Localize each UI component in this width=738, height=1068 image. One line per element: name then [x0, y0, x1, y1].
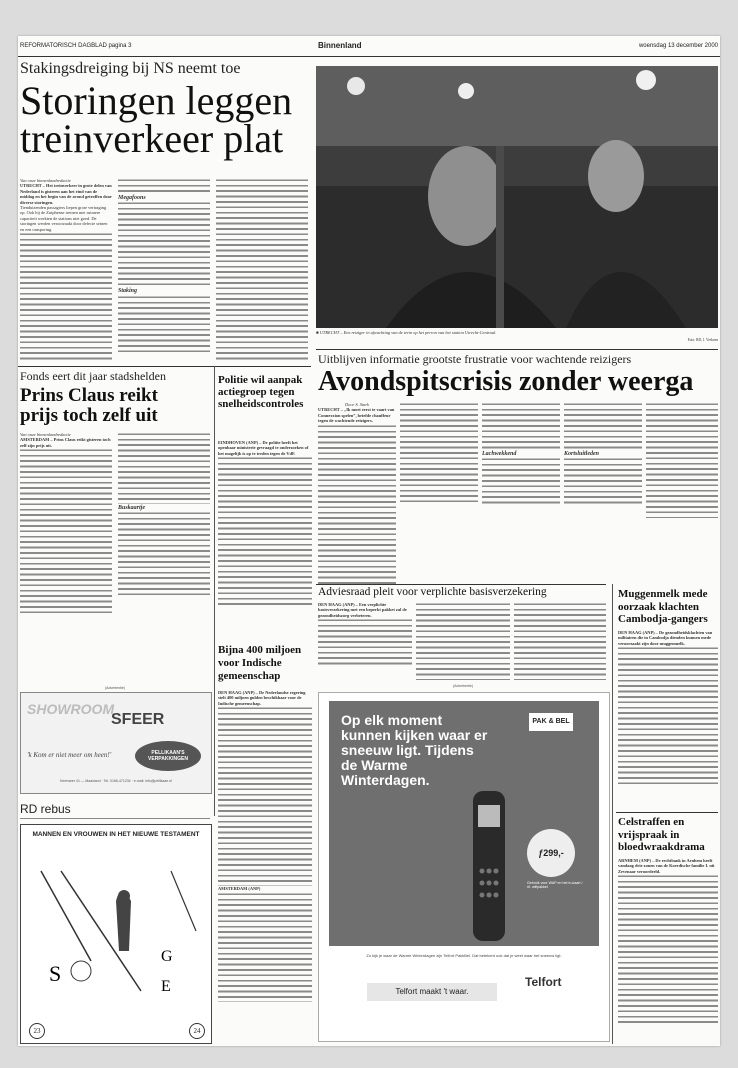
rebus-drawing — [21, 841, 211, 1031]
claus-lead: AMSTERDAM – Prins Claus reikt gisteren toch zelf zijn prijs uit. — [20, 437, 111, 448]
price-badge: ƒ299,- — [527, 829, 575, 877]
pak-bel-logo: PAK & BEL — [529, 713, 573, 731]
showroom-ad[interactable] — [20, 692, 212, 794]
text-lines — [564, 457, 642, 507]
claus-column-1 — [20, 432, 112, 684]
page-header — [18, 36, 720, 57]
rebus-title: MANNEN EN VROUWEN IN HET NIEUWE TESTAMENT — [32, 831, 200, 838]
divider — [316, 584, 606, 585]
text-lines — [318, 424, 396, 584]
rebus-puzzle — [20, 824, 212, 1044]
text-lines — [20, 448, 112, 616]
lead-kicker: Stakingsdreiging bij NS neemt toe — [20, 60, 241, 77]
showroom-address: Keerweer 41 — Maasland · Tel. 0166-471234 · e-mail: info@pellikaan.nl — [60, 779, 172, 783]
celstraffen-headline-line-3: bloedwraakdrama — [618, 841, 705, 853]
indische-headline — [218, 644, 312, 683]
text-lines — [118, 201, 210, 287]
telfort-headline: Op elk moment kunnen kijken waar er sneeuw ligt. Tijdens de Warme Winterdagen. — [341, 712, 488, 788]
text-lines — [218, 892, 312, 1002]
text-lines — [482, 402, 560, 450]
telfort-cta[interactable]: Telfort maakt 't waar. — [367, 983, 497, 1001]
photo-caption: ■ UTRECHT – Een reiziger in afwachting van de trein op het perron van het station Utrecht-Centraal. — [316, 330, 497, 335]
indische-column — [218, 690, 312, 1026]
claus-byline: Van onze binnenlandredactie — [20, 432, 71, 437]
showroom-title: SHOWROOM — [27, 701, 115, 717]
basis-headline: Adviesraad pleit voor verplichte basisverzekering — [318, 586, 547, 598]
text-lines — [216, 178, 308, 360]
text-lines — [646, 402, 718, 518]
politie-headline: Politie wil aanpak actiegroep tegen snelheidscontroles — [218, 374, 304, 410]
text-lines — [218, 456, 312, 606]
lead-intro: UTRECHT – Het treinverkeer in grote delen van Nederland is gisteren aan het eind van de middag en het begin van de avond getroffen door diverse storingen. — [20, 183, 112, 205]
basis-lead: DEN HAAG (ANP) – Een verplichte basisverzekering met een beperkt pakket zal de gezondheidszorg verbeteren. — [318, 602, 407, 618]
lead-body: Tienduizenden passagiers liepen grote vertraging op. Ook bij de Zutphense treinen met ruimere capaciteit werkten de stations niet goed. De storingen werden veroorzaakt door defecte seinen en een ontsporing. — [20, 205, 108, 232]
section-title: Binnenland — [318, 41, 362, 50]
text-lines — [118, 432, 210, 504]
ad-label: (Advertentie) — [104, 686, 126, 690]
indische-headline-line-1: Bijna 400 miljoen — [218, 644, 302, 656]
telfort-note: Gebruik voor WAP en het in-kaart / rtl. wifipakket — [527, 881, 583, 889]
rebus-logo-text: RD rebus — [20, 802, 71, 816]
indische-headline-line-2: voor Indische — [218, 657, 282, 669]
showroom-slogan: 'k Kom er niet meer om heen!' — [27, 751, 112, 759]
text-lines — [618, 874, 718, 1024]
celstraffen-headline-line-2: vrijspraak in — [618, 828, 680, 841]
text-lines — [118, 178, 210, 194]
celstraffen-column — [618, 858, 718, 1042]
lead-byline: Van onze binnenlandredactie — [20, 178, 71, 183]
commuter-kicker: Uitblijven informatie grootste frustratie voor wachtende reizigers — [318, 352, 632, 366]
cambodja-headline-line-3: Cambodja-gangers — [618, 613, 708, 625]
photo-illustration — [316, 66, 718, 328]
cambodja-lead: DEN HAAG (ANP) – De gezondheidsklachten van militairen die in Cambodja dienden kunnen mede veroorzaakt zijn door muggenmelk. — [618, 630, 713, 646]
phone-icon — [469, 791, 509, 941]
lead-column-1 — [20, 178, 112, 360]
header-date: woensdag 13 december 2000 — [638, 43, 718, 49]
commuter-byline: Door S. Stark — [344, 402, 370, 407]
pellikaan-badge — [135, 741, 201, 771]
photo-credit: Foto: RD, J. Verkoen — [687, 338, 718, 342]
ad-label-telfort: (Advertentie) — [452, 684, 474, 688]
divider — [616, 812, 718, 813]
indische-amsterdam: AMSTERDAM (ANP) — [218, 886, 261, 892]
lead-headline-line-1: Storingen leggen — [20, 78, 293, 123]
celstraffen-lead: ARNHEM (ANP) – De rechtbank in Arnhem heeft vandaag drie zonen van de Koerdische familie I. uit Zevenaar veroordeeld. — [618, 858, 715, 874]
text-lines — [400, 402, 478, 502]
divider — [316, 349, 718, 350]
commuter-headline: Avondspitscrisis zonder weerga — [318, 366, 694, 397]
celstraffen-headline — [618, 816, 718, 854]
basis-column-3 — [514, 602, 606, 680]
newspaper-page — [18, 36, 720, 1046]
lead-column-2 — [118, 178, 210, 360]
politie-column — [218, 440, 312, 640]
rebus-number-left: 23 — [29, 1023, 45, 1039]
indische-headline-line-3: gemeenschap — [218, 670, 281, 682]
caption-text: UTRECHT – Een reiziger in afwachting van de trein op het perron van het station Utrecht-Centraal. — [319, 330, 497, 335]
telfort-body: Zo kijk je waar de Warme Winterdagen zijn Telfort PakkBel. Dat betekent ook dat je weet waar het sneeuw ligt. — [366, 953, 562, 958]
column-rule — [214, 366, 215, 816]
claus-headline-line-1: Prins Claus reikt — [20, 385, 158, 406]
svg-text:S: S — [49, 961, 62, 986]
cambodja-headline — [618, 588, 718, 626]
svg-text:G: G — [161, 948, 173, 965]
rd-rebus-logo — [20, 800, 210, 819]
subhead-staking: Staking — [118, 288, 138, 295]
badge-line-2: VERPAKKINGEN — [148, 756, 188, 762]
badge-line-1: PELLIKAAN'S — [151, 750, 185, 756]
showroom-sfeer: SFEER — [111, 711, 165, 728]
text-lines — [482, 457, 560, 507]
subhead-kortsluitleden: Kortsluitleden — [564, 451, 600, 457]
text-lines — [118, 511, 210, 595]
lead-headline-line-2: treinverkeer plat — [20, 116, 284, 161]
claus-headline-line-2: prijs toch zelf uit — [20, 405, 158, 426]
cambodja-column — [618, 630, 718, 806]
news-photo — [316, 66, 718, 328]
cambodja-headline-line-1: Muggenmelk mede — [618, 588, 708, 600]
divider — [18, 366, 311, 367]
indische-lead: DEN HAAG (ANP) – De Nederlandse regering stelt 400 miljoen gulden beschikbaar voor de Indische gemeenschap. — [218, 690, 306, 706]
subhead-lachwekkend: Lachwekkend — [482, 451, 517, 457]
basis-column-2 — [416, 602, 510, 680]
celstraffen-headline-line-1: Celstraffen en — [618, 816, 685, 828]
politie-lead: EINDHOVEN (ANP) – De politie heeft het openbaar ministerie gevraagd te onderzoeken of het mogelijk is op te treden tegen de VdF. — [218, 440, 309, 456]
column-rule — [612, 584, 613, 1044]
text-lines — [564, 402, 642, 450]
claus-column-2 — [118, 432, 210, 632]
text-lines — [618, 646, 718, 786]
rebus-number-right: 24 — [189, 1023, 205, 1039]
subhead-megafoons: Megafoons — [118, 195, 146, 201]
svg-text:E: E — [161, 978, 171, 995]
basis-column-1 — [318, 602, 412, 680]
claus-kicker: Fonds eert dit jaar stadshelden — [20, 369, 166, 383]
telfort-logo: Telfort — [525, 975, 562, 989]
text-lines — [118, 295, 210, 355]
text-lines — [318, 618, 412, 668]
text-lines — [20, 232, 112, 360]
telfort-ad[interactable] — [318, 692, 610, 1042]
lead-column-3 — [216, 178, 308, 360]
header-left: REFORMATORISCH DAGBLAD pagina 3 — [20, 43, 132, 49]
cambodja-headline-line-2: oorzaak klachten — [618, 600, 699, 613]
commuter-lead: UTRECHT – „Ik moet eerst te vaart van Connexxion spelen”, briefde chauffeur tegen de wachtende reizigers. — [318, 407, 395, 424]
lead-headline — [20, 78, 320, 161]
text-lines — [218, 706, 312, 886]
subhead-buskaartje: Buskaartje — [118, 505, 146, 511]
claus-headline — [20, 386, 220, 426]
